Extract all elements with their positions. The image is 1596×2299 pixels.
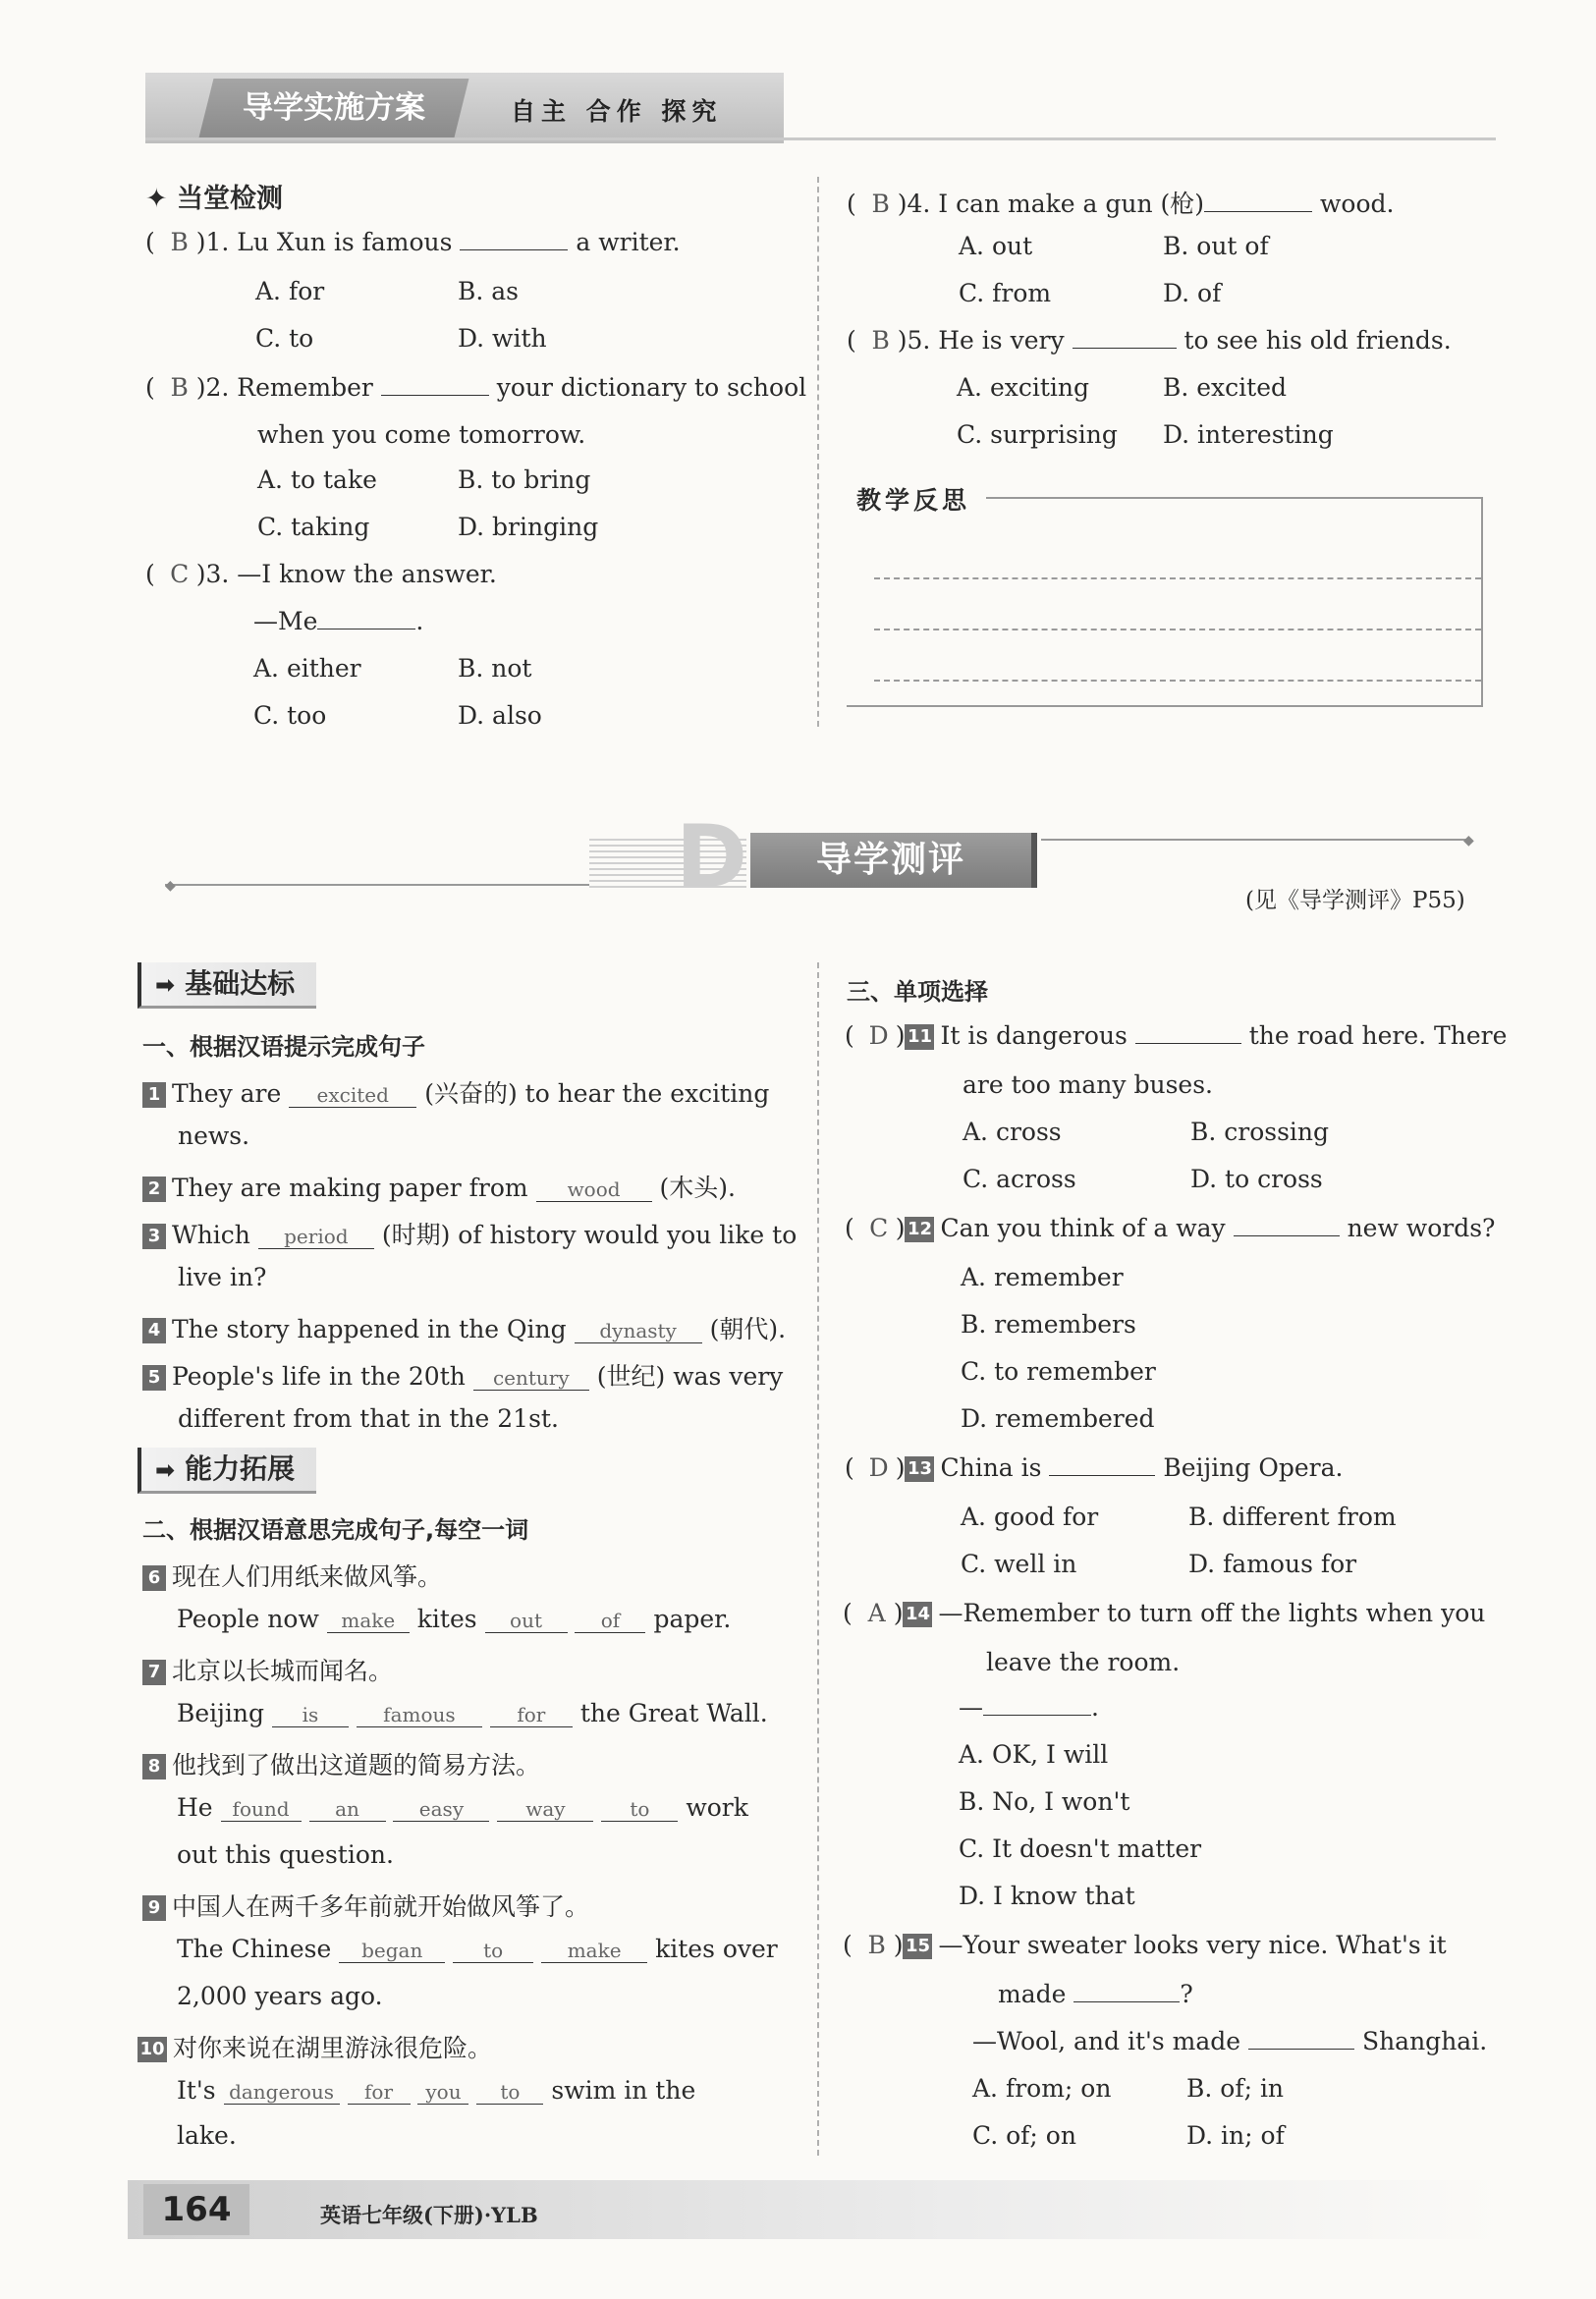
rule-dot: ◆ (1463, 833, 1474, 848)
option-c: C. of; on (972, 2121, 1076, 2150)
check-q5: ( B )5. He is very to see his old friends. (847, 326, 1452, 355)
section-d-title: 导学测评 (750, 833, 1031, 888)
option-a: A. good for (961, 1503, 1099, 1531)
reflection-line (874, 680, 1481, 682)
part3-heading: 三、单项选择 (847, 978, 988, 1006)
ability-item-9: The Chinese began to make kites over (177, 1935, 778, 1963)
mc-q14-reply: — . (959, 1693, 1099, 1722)
ability-item-7: Beijing is famous for the Great Wall. (177, 1699, 768, 1727)
ability-item-9-cn: 9 中国人在两千多年前就开始做风筝了。 (142, 1888, 589, 1923)
mc-q12: ( C ) 12 Can you think of a way new words? (845, 1214, 1496, 1242)
option-d: D. of (1163, 279, 1222, 307)
option-a: A. either (253, 654, 361, 683)
check-q2: ( B )2. Remember your dictionary to school (145, 373, 807, 402)
check-q2-cont: when you come tomorrow. (257, 420, 586, 449)
option-a: A. remember (961, 1263, 1124, 1291)
ability-title-box: ➡ 能力拓展 (138, 1448, 316, 1494)
option-d: D. in; of (1186, 2121, 1285, 2150)
option-a: A. cross (963, 1118, 1062, 1146)
option-c: C. taking (257, 513, 370, 541)
ability-item-6: People now make kites out of paper. (177, 1605, 732, 1633)
basic-title-box: ➡ 基础达标 (138, 962, 316, 1009)
option-a: A. OK, I will (959, 1740, 1109, 1769)
option-c: C. It doesn't matter (959, 1834, 1202, 1863)
option-c: C. too (253, 701, 327, 730)
page-number: 164 (143, 2184, 249, 2235)
column-divider (817, 177, 819, 727)
column-divider (817, 962, 819, 2156)
option-c: C. well in (961, 1550, 1077, 1578)
ability-item-7-cn: 7 北京以长城而闻名。 (142, 1652, 393, 1687)
mc-q15: ( B ) 15 —Your sweater looks very nice. What's it (843, 1931, 1447, 1959)
option-c: C. across (963, 1165, 1076, 1193)
check-title: ✦ 当堂检测 (145, 184, 284, 214)
option-a: A. to take (257, 465, 377, 494)
option-d: D. remembered (961, 1404, 1155, 1433)
ability-item-10: It's dangerous for you to swim in the (177, 2076, 696, 2105)
option-d: D. with (458, 324, 547, 353)
mc-q11: ( D ) 11 It is dangerous the road here. There (845, 1021, 1508, 1050)
mc-q13: ( D ) 13 China is Beijing Opera. (845, 1453, 1344, 1482)
option-d: D. to cross (1190, 1165, 1323, 1193)
basic-item-3: 3 Which period (时期) of history would you like to (142, 1216, 797, 1251)
part1-heading: 一、根据汉语提示完成句子 (142, 1033, 425, 1061)
option-b: B. out of (1163, 232, 1269, 260)
part2-heading: 二、根据汉语意思完成句子,每空一词 (142, 1516, 529, 1544)
option-b: B. No, I won't (959, 1787, 1130, 1816)
check-q3: ( C )3. —I know the answer. (145, 560, 497, 588)
option-b: B. different from (1188, 1503, 1397, 1531)
option-b: B. to bring (458, 465, 591, 494)
basic-item-4: 4 The story happened in the Qing dynasty (朝代). (142, 1310, 786, 1345)
reflection-title: 教学反思 (856, 486, 971, 515)
basic-item-3-cont: live in? (178, 1263, 267, 1291)
option-a: A. exciting (957, 373, 1089, 402)
option-d: D. interesting (1163, 420, 1334, 449)
reflection-rule (986, 497, 1483, 499)
ability-item-8-cn: 8 他找到了做出这道题的简易方法。 (142, 1746, 540, 1781)
ability-item-10-cn: 10 对你来说在湖里游泳很危险。 (138, 2029, 492, 2064)
option-c: C. surprising (957, 420, 1118, 449)
ability-item-9-cont: 2,000 years ago. (177, 1982, 383, 2010)
basic-item-5: 5 People's life in the 20th century (世纪) was very (142, 1357, 783, 1393)
reflection-line (874, 629, 1481, 630)
section-d-rule-right (1041, 839, 1469, 841)
option-b: B. excited (1163, 373, 1288, 402)
mc-q15-cont: made ? (998, 1980, 1193, 2008)
section-d-letter: D (676, 806, 748, 907)
book-title: 英语七年级(下册)·YLB (320, 2203, 538, 2227)
option-a: A. from; on (972, 2074, 1112, 2103)
option-d: D. also (458, 701, 542, 730)
section-d-bar (1031, 833, 1037, 888)
ability-item-10-cont: lake. (177, 2121, 237, 2150)
section-d-reference: (见《导学测评》P55) (1245, 888, 1465, 913)
mc-q14-cont: leave the room. (986, 1648, 1181, 1676)
option-b: B. crossing (1190, 1118, 1330, 1146)
option-b: B. remembers (961, 1310, 1136, 1339)
basic-item-5-cont: different from that in the 21st. (178, 1404, 559, 1433)
basic-item-1: 1 They are excited (兴奋的) to hear the exciting (142, 1074, 769, 1110)
mc-q15-reply: —Wool, and it's made Shanghai. (972, 2027, 1488, 2055)
check-q4: ( B )4. I can make a gun (枪) wood. (847, 190, 1395, 218)
ability-item-8-cont: out this question. (177, 1840, 394, 1869)
option-d: D. bringing (458, 513, 599, 541)
mc-q11-cont: are too many buses. (963, 1070, 1213, 1099)
reflection-bottom (847, 705, 1483, 707)
mc-q14: ( A ) 14 —Remember to turn off the lights when you (843, 1599, 1486, 1627)
option-b: B. as (458, 277, 519, 305)
banner-title: 导学实施方案 (199, 79, 469, 137)
header-rule (145, 137, 1496, 140)
rule-dot: ◆ (165, 878, 176, 894)
reflection-border (1481, 497, 1483, 705)
option-c: C. to remember (961, 1357, 1156, 1386)
option-c: C. to (255, 324, 314, 353)
reflection-line (874, 577, 1481, 579)
check-q3-reply: —Me . (253, 607, 424, 635)
check-q1: ( B )1. Lu Xun is famous a writer. (145, 228, 681, 256)
banner-subtitle: 自主 合作 探究 (511, 97, 723, 126)
basic-item-2: 2 They are making paper from wood (木头). (142, 1169, 736, 1204)
option-a: A. for (255, 277, 325, 305)
option-a: A. out (959, 232, 1033, 260)
option-c: C. from (959, 279, 1052, 307)
option-d: D. famous for (1188, 1550, 1357, 1578)
basic-item-1-cont: news. (178, 1122, 250, 1150)
option-b: B. of; in (1186, 2074, 1285, 2103)
ability-item-8: He found an easy way to work (177, 1793, 748, 1822)
ability-item-6-cn: 6 现在人们用纸来做风筝。 (142, 1558, 442, 1593)
option-d: D. I know that (959, 1882, 1135, 1910)
option-b: B. not (458, 654, 532, 683)
